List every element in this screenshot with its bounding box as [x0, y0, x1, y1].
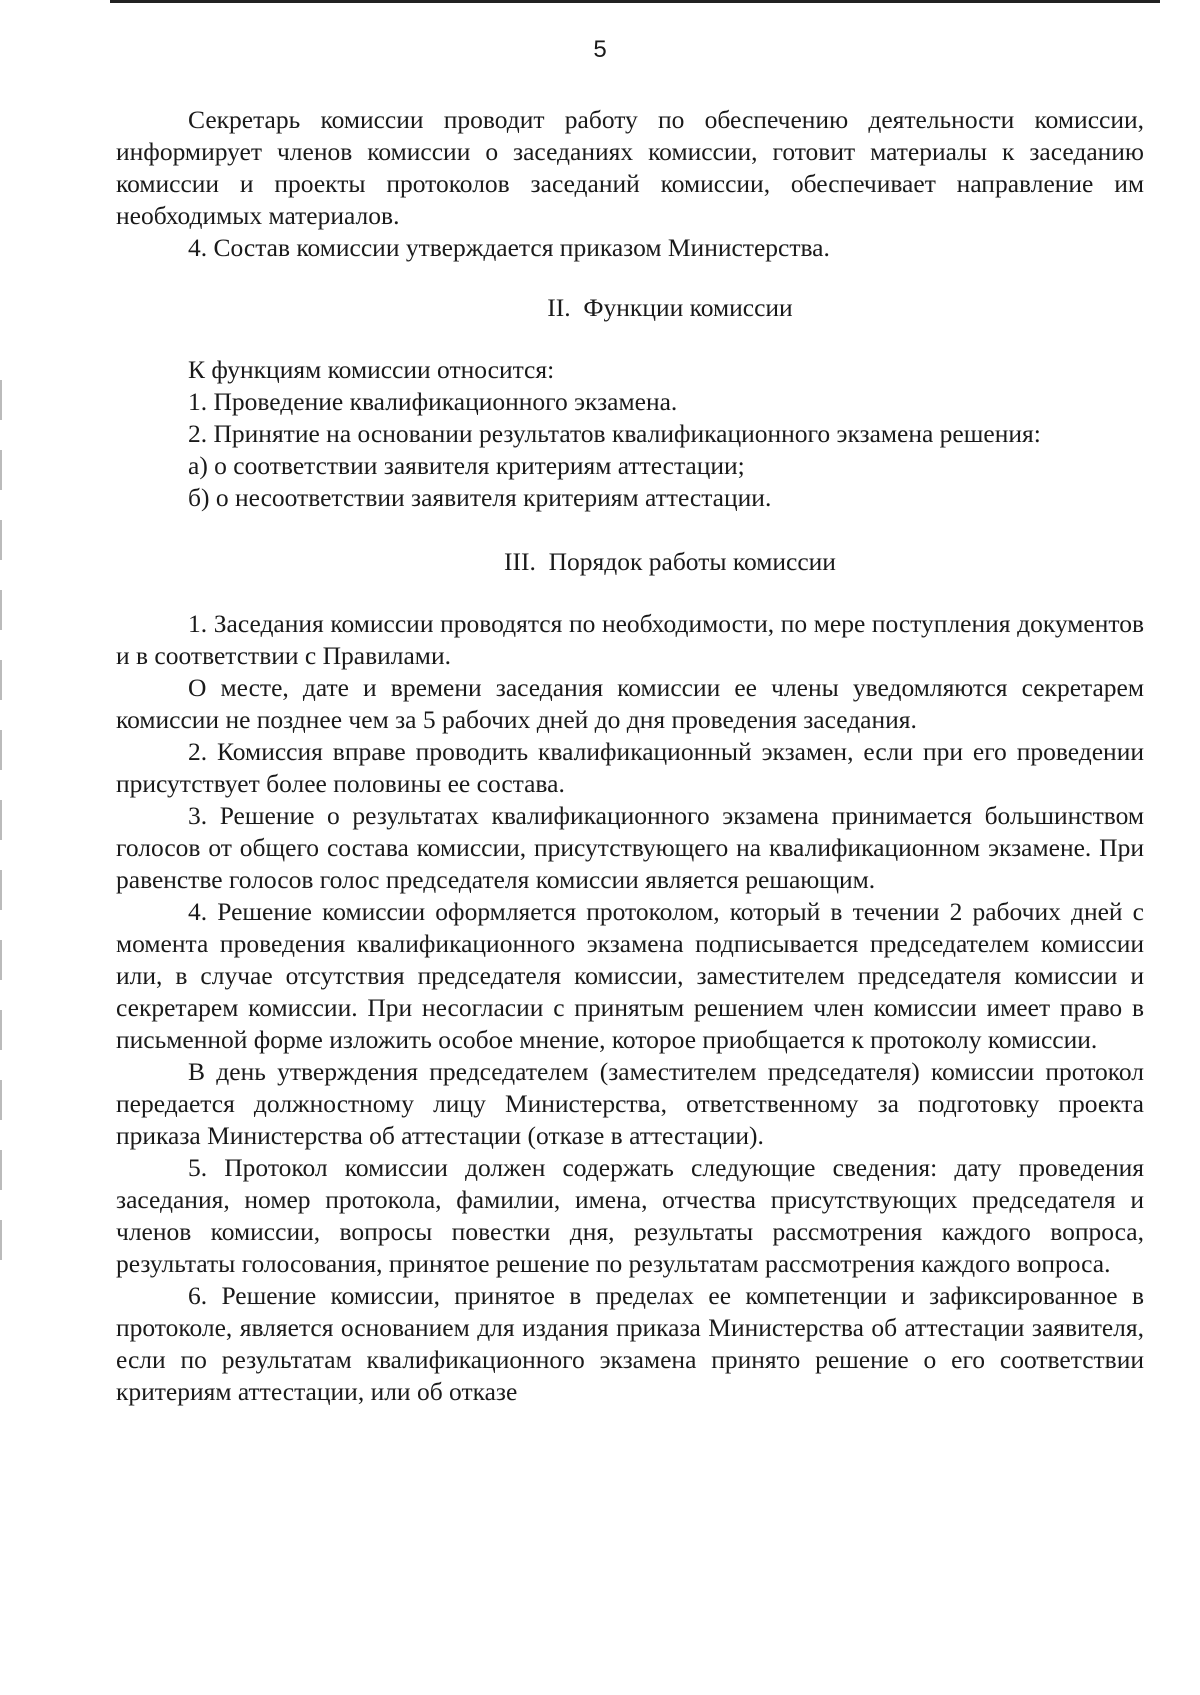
- procedure-paragraph: О месте, дате и времени заседания комиссии ее члены уведомляются секретарем комиссии не позднее чем за 5 рабочих дней до дня проведения заседания.: [116, 673, 1144, 734]
- section-heading-functions: II. Функции комиссии: [547, 293, 793, 322]
- scan-border-left: [0, 380, 2, 1280]
- procedure-paragraph: 1. Заседания комиссии проводятся по необходимости, по мере поступления документов и в соответствии с Правилами.: [116, 609, 1144, 670]
- scan-border-top: [110, 0, 1160, 3]
- procedure-paragraph: 6. Решение комиссии, принятое в пределах ее компетенции и зафиксированное в протоколе, является основанием для издания приказа Министерства об аттестации заявителя, если по результатам квалификационного экзамена принято решение о его соответствии критериям аттестации, или об отказе: [116, 1281, 1144, 1406]
- procedure-paragraph: 2. Комиссия вправе проводить квалификационный экзамен, если при его проведении присутствует более половины ее состава.: [116, 737, 1144, 798]
- functions-line: К функциям комиссии относится:: [188, 355, 555, 384]
- page-number: 5: [593, 36, 607, 63]
- functions-line: б) о несоответствии заявителя критериям аттестации.: [188, 483, 772, 512]
- intro-paragraph-composition: 4. Состав комиссии утверждается приказом Министерства.: [188, 233, 830, 262]
- functions-line: 1. Проведение квалификационного экзамена.: [188, 387, 678, 416]
- functions-line: 2. Принятие на основании результатов квалификационного экзамена решения:: [188, 419, 1041, 448]
- procedure-paragraph: 3. Решение о результатах квалификационного экзамена принимается большинством голосов от общего состава комиссии, присутствующего на квалификационном экзамене. При равенстве голосов голос председателя комиссии является решающим.: [116, 801, 1144, 894]
- procedure-paragraph: В день утверждения председателем (заместителем председателя) комиссии протокол передается должностному лицу Министерства, ответственному за подготовку проекта приказа Министерства об аттестации (отказе в аттестации).: [116, 1057, 1144, 1150]
- procedure-paragraph: 5. Протокол комиссии должен содержать следующие сведения: дату проведения заседания, номер протокола, фамилии, имена, отчества присутствующих председателя и членов комиссии, вопросы повестки дня, результаты рассмотрения каждого вопроса, результаты голосования, принятое решение по результатам рассмотрения каждого вопроса.: [116, 1153, 1144, 1278]
- procedure-paragraph: 4. Решение комиссии оформляется протоколом, который в течении 2 рабочих дней с момента проведения квалификационного экзамена подписывается председателем комиссии или, в случае отсутствия председателя комиссии, заместителем председателя комиссии и секретарем комиссии. При несогласии с принятым решением член комиссии имеет право в письменной форме изложить особое мнение, которое приобщается к протоколу комиссии.: [116, 897, 1144, 1054]
- intro-paragraph-secretary: Секретарь комиссии проводит работу по обеспечению деятельности комиссии, информирует членов комиссии о заседаниях комиссии, готовит материалы к заседанию комиссии и проекты протоколов заседаний комиссии, обеспечивает направление им необходимых материалов.: [116, 105, 1144, 230]
- functions-line: а) о соответствии заявителя критериям аттестации;: [188, 451, 745, 480]
- document-body: [116, 104, 1144, 1408]
- section-heading-procedure: III. Порядок работы комиссии: [504, 547, 836, 576]
